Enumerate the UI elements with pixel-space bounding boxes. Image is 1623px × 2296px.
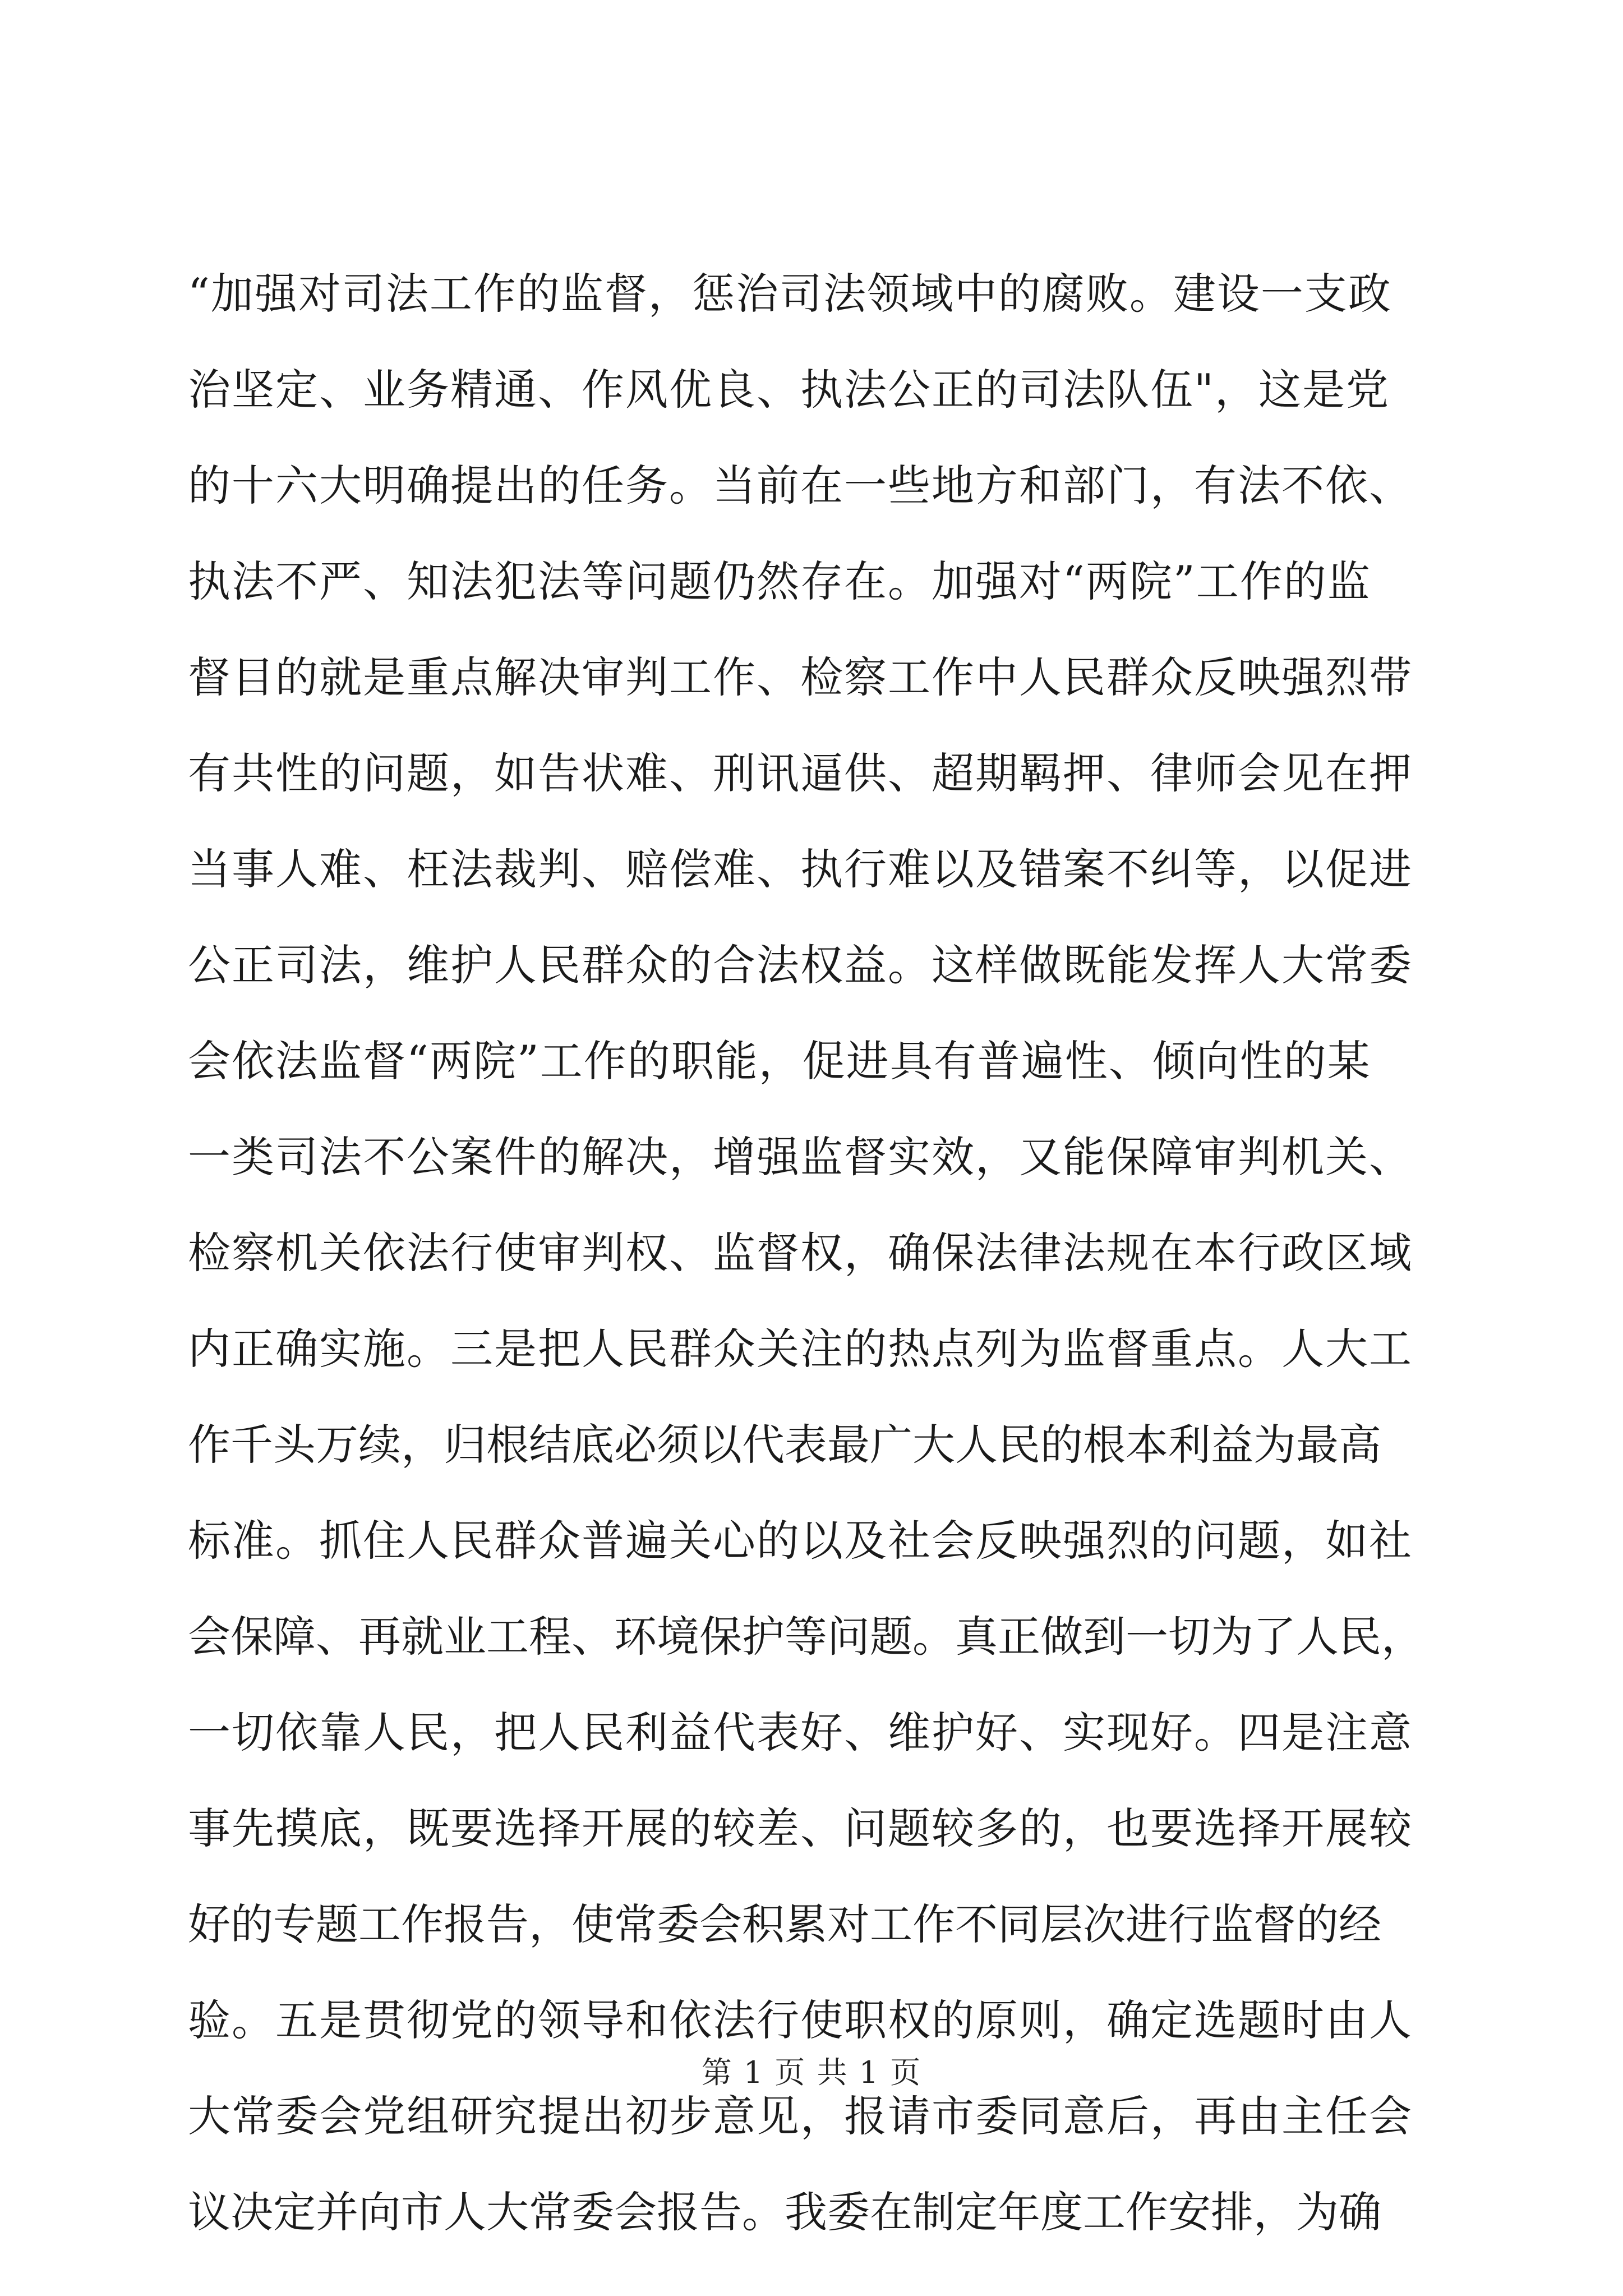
text-line: 验。五是贯彻党的领导和依法行使职权的原则，确定选题时由人 — [188, 1995, 1413, 2045]
text-line: 一切依靠人民，把人民利益代表好、维护好、实现好。四是注意 — [188, 1708, 1413, 1757]
body-paragraph — [188, 246, 1438, 2260]
text-line: 公正司法，维护人民群众的合法权益。这样做既能发挥人大常委 — [188, 940, 1413, 990]
text-line: 大常委会党组研究提出初步意见，报请市委同意后，再由主任会 — [188, 2091, 1413, 2141]
text-line: 好的专题工作报告，使常委会积累对工作不同层次进行监督的经 — [188, 1899, 1381, 1949]
text-line: 事先摸底，既要选择开展的较差、问题较多的，也要选择开展较 — [188, 1803, 1413, 1853]
text-line: 检察机关依法行使审判权、监督权，确保法律法规在本行政区域 — [188, 1228, 1413, 1278]
text-line: 会依法监督“两院”工作的职能，促进具有普遍性、倾向性的某 — [188, 1036, 1371, 1086]
text-line: 议决定并向市人大常委会报告。我委在制定年度工作安排，为确 — [188, 2187, 1381, 2237]
text-line: 一类司法不公案件的解决，增强监督实效，又能保障审判机关、 — [188, 1132, 1413, 1182]
text-line: 的十六大明确提出的任务。当前在一些地方和部门，有法不依、 — [188, 461, 1413, 510]
text-line: 作千头万续，归根结底必须以代表最广大人民的根本利益为最高 — [188, 1420, 1381, 1470]
text-line: 有共性的问题，如告状难、刑讯逼供、超期羁押、律师会见在押 — [188, 748, 1413, 798]
text-line: “加强对司法工作的监督，惩治司法领域中的腐败。建设一支政 — [188, 269, 1392, 319]
text-line: 标准。抓住人民群众普遍关心的以及社会反映强烈的问题，如社 — [188, 1516, 1413, 1566]
text-line: 内正确实施。三是把人民群众关注的热点列为监督重点。人大工 — [188, 1324, 1413, 1374]
text-line: 治坚定、业务精通、作风优良、执法公正的司法队伍"，这是党 — [188, 365, 1390, 415]
text-line: 督目的就是重点解决审判工作、检察工作中人民群众反映强烈带 — [188, 652, 1413, 702]
text-line: 执法不严、知法犯法等问题仍然存在。加强对“两院”工作的监 — [188, 556, 1371, 606]
text-line: 会保障、再就业工程、环境保护等问题。真正做到一切为了人民， — [188, 1612, 1424, 1662]
page-number-footer: 第 1 页 共 1 页 — [701, 2055, 922, 2090]
text-line: 当事人难、枉法裁判、赔偿难、执行难以及错案不纠等，以促进 — [188, 844, 1413, 894]
